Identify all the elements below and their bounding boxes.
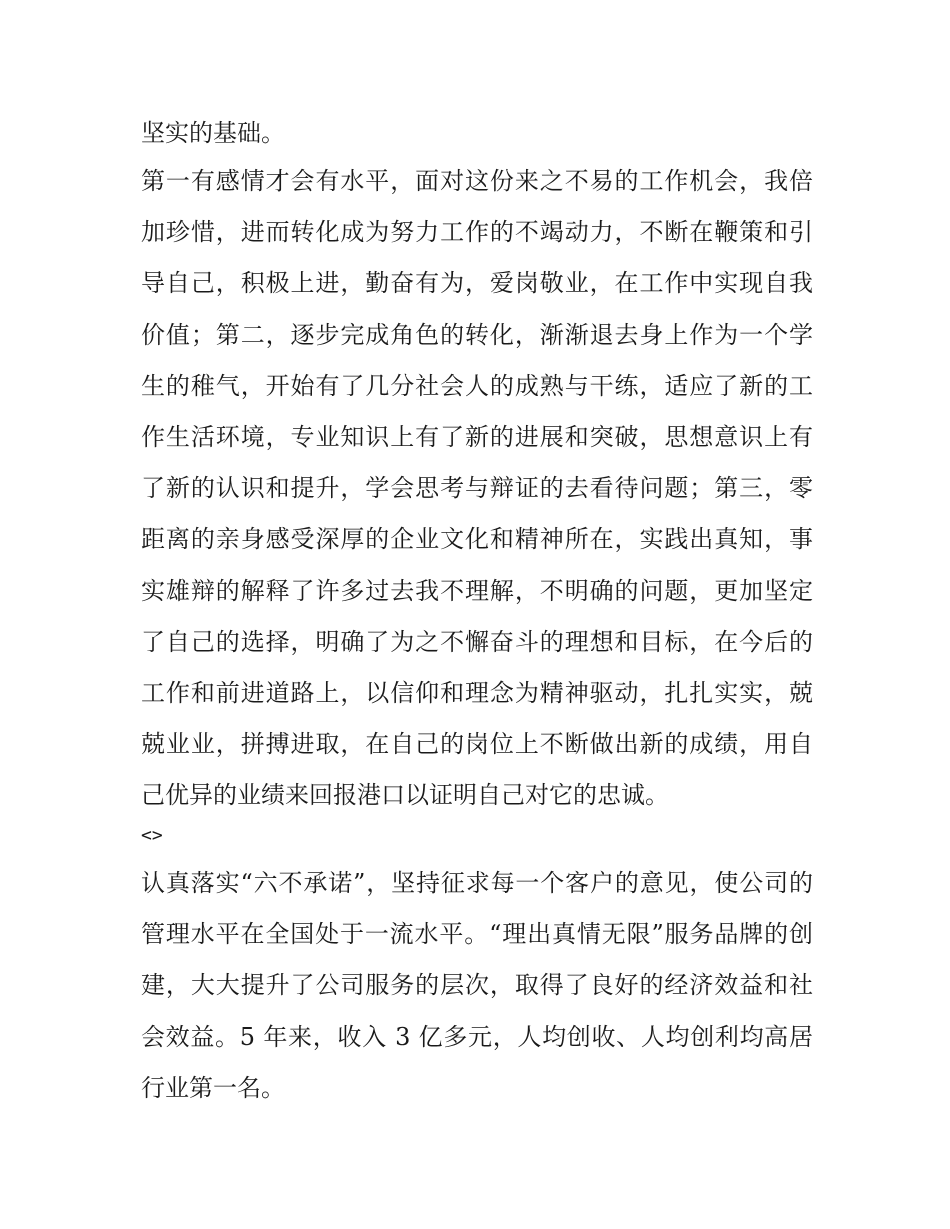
text-line: 行业第一名。 — [141, 1073, 285, 1102]
continuation-text — [141, 108, 813, 159]
text-line: 了自己的选择，明确了为之不懈奋斗的理想和目标，在今后的 — [141, 627, 813, 656]
text-line: 加珍惜，进而转化成为努力工作的不竭动力，不断在鞭策和引 — [141, 218, 813, 247]
text-line: 认真落实“六不承诺”，坚持征求每一个客户的意见，使公司的 — [141, 869, 813, 897]
text-line: 实雄辩的解释了许多过去我不理解，不明确的问题，更加坚定 — [141, 576, 813, 605]
text-line: 价值；第二，逐步完成角色的转化，渐渐退去身上作为一个学 — [141, 320, 813, 349]
text-line: 作生活环境，专业知识上有了新的进展和突破，思想意识上有 — [141, 422, 813, 451]
text-line: 工作和前进道路上，以信仰和理念为精神驱动，扎扎实实，兢 — [141, 678, 813, 707]
text-line: 了新的认识和提升，学会思考与辩证的去看待问题；第三，零 — [141, 474, 813, 503]
text-line: 第一有感情才会有水平，面对这份来之不易的工作机会，我倍 — [141, 167, 813, 195]
paragraph-1 — [141, 156, 813, 821]
text-line: 导自己，积极上进，勤奋有为，爱岗敬业，在工作中实现自我 — [141, 269, 813, 298]
paragraph-2 — [141, 858, 813, 1114]
text-line: 建，大大提升了公司服务的层次，取得了良好的经济效益和社 — [141, 971, 813, 1000]
text-line: 距离的亲身感受深厚的企业文化和精神所在，实践出真知，事 — [141, 525, 813, 554]
text-line: 己优异的业绩来回报港口以证明自己对它的忠诚。 — [141, 781, 669, 810]
marker-text: <> — [141, 825, 163, 846]
text-line: 兢业业，拼搏进取，在自己的岗位上不断做出新的成绩，用自 — [141, 730, 813, 759]
text-line: 会效益。5 年来，收入 3 亿多元，人均创收、人均创利均高居 — [141, 1022, 813, 1051]
section-marker — [141, 816, 813, 856]
text-line: 坚实的基础。 — [141, 119, 285, 147]
text-line: 管理水平在全国处于一流水平。“理出真情无限”服务品牌的创 — [141, 920, 813, 949]
text-line: 生的稚气，开始有了几分社会人的成熟与干练，适应了新的工 — [141, 371, 813, 400]
